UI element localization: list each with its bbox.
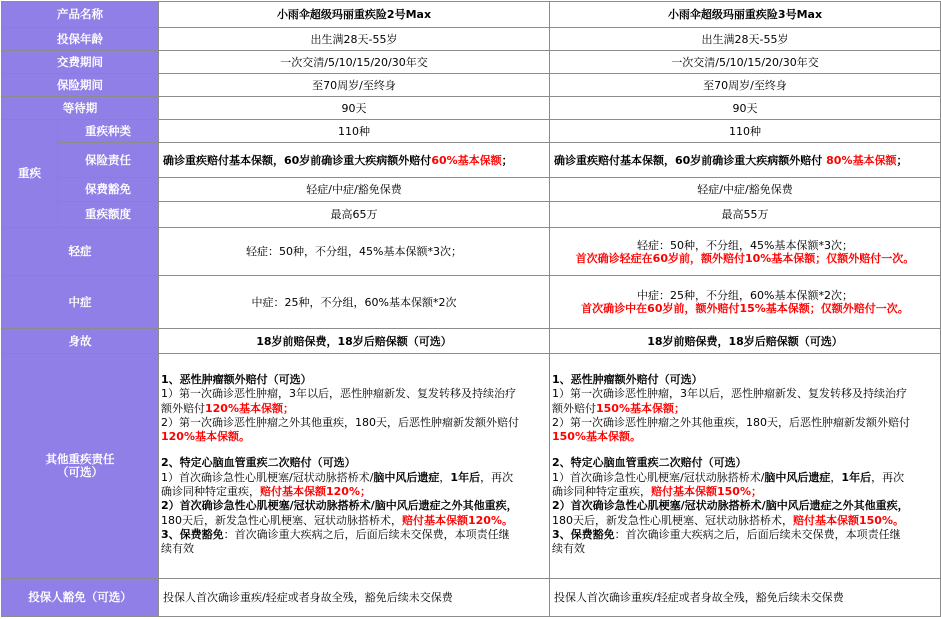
other-a-s1-l1: 1）第一次确诊恶性肿瘤，3年以后，恶性肿瘤新发、复发转移及持续治疗 (161, 387, 516, 401)
table-row (2, 202, 941, 228)
other-a-s2-title: 2、特定心脑血管重疾二次赔付（可选） (161, 456, 356, 470)
other-b-s3-text: ：首次确诊重大疾病之后，后面后续未交保费，本项责任继 (614, 527, 901, 541)
other-b-s2-title: 2、特定心脑血管重疾二次赔付（可选） (552, 456, 747, 470)
period-a: 至70周岁/至终身 (159, 74, 550, 97)
other-b-s2-l4-red: 赔付基本保额150%。 (793, 513, 904, 527)
other-b-s3-l2: 续有效 (552, 542, 585, 556)
critical-kinds-label: 重疾种类 (58, 120, 159, 143)
critical-duty-b (550, 143, 941, 178)
other-a-s2-l1-d: 1年后 (450, 470, 481, 484)
other-a-s3-title: 3、保费豁免 (161, 527, 224, 541)
other-a-s3-l2: 续有效 (161, 542, 194, 556)
other-a-s2-l1-e: ，再次 (480, 470, 514, 484)
critical-waiver-a: 轻症/中症/豁免保费 (159, 178, 550, 202)
other-b-s2-l1 (552, 471, 938, 485)
other-a-s1-l3: 2）第一次确诊恶性肿瘤之外其他重疾，180天，后恶性肿瘤新发额外赔付 (161, 415, 519, 429)
policyholder-a: 投保人首次确诊重疾/轻症或者身故全残，豁免后续未交保费 (159, 579, 550, 617)
other-a-s1-l2-pre: 额外赔付 (161, 401, 205, 415)
other-a-s3-text: ：首次确诊重大疾病之后，后面后续未交保费，本项责任继 (223, 527, 510, 541)
other-b-s2-l1-a: 1）首次确诊急性心肌梗塞/冠状动脉搭桥术/ (552, 470, 765, 484)
waiting-label: 等待期 (2, 97, 159, 120)
other-a-s3-l1 (161, 528, 547, 542)
payment-label: 交费期间 (2, 51, 159, 74)
other-a-s2-l1-a: 1）首次确诊急性心肌梗塞/冠状动脉搭桥术/ (161, 470, 374, 484)
duty-a-end: ； (501, 153, 513, 167)
other-b-s2-l2-red: 赔付基本保额150%； (651, 485, 762, 499)
other-b-s3-l1 (552, 528, 938, 542)
table-row (2, 51, 941, 74)
critical-duty-a (159, 143, 550, 178)
duty-b-highlight: 80%基本保额 (826, 153, 897, 167)
critical-amount-a: 最高65万 (159, 202, 550, 228)
mild-b-highlight: 首次确诊轻症在60岁前，额外赔付10%基本保额；仅额外赔付一次。 (575, 251, 915, 265)
other-a-s2-l4 (161, 514, 547, 528)
other-b-s2-l1-c: ， (830, 470, 842, 484)
other-b-s2-l2-pre: 确诊同种特定重疾， (552, 485, 651, 499)
other-a-s1-l4: 120%基本保额。 (161, 430, 250, 444)
other-a-s1-l2-red: 120%基本保额； (205, 401, 294, 415)
other-b-s2-l2 (552, 485, 938, 499)
other-b (550, 354, 941, 579)
table-row (2, 276, 941, 329)
other-b-s1-title: 1、恶性肿瘤额外赔付（可选） (552, 373, 703, 386)
mild-b-text: 轻症：50种，不分组，45%基本保额*3次； (637, 238, 853, 252)
other-b-s2-l3: 2）首次确诊急性心肌梗塞/冠状动脉搭桥术/脑中风后遗症之外其他重疾， (552, 499, 909, 513)
spacer (552, 444, 938, 456)
critical-kinds-b: 110种 (550, 120, 941, 143)
period-b: 至70周岁/至终身 (550, 74, 941, 97)
other-a-s2-l4-red: 赔付基本保额120%。 (402, 513, 513, 527)
duty-b-text: 确诊重疾赔付基本保额，60岁前确诊重大疾病额外赔付 (554, 153, 827, 167)
other-b-s1-l2 (552, 402, 938, 416)
other-b-s2-l1-b: 脑中风后遗症 (764, 470, 831, 484)
table-row (2, 329, 941, 354)
table-row (2, 228, 941, 276)
other-label (2, 354, 159, 579)
other-a-s2-l3: 2）首次确诊急性心肌梗塞/冠状动脉搭桥术/脑中风后遗症之外其他重疾， (161, 499, 518, 513)
other-b-s1-l4: 150%基本保额。 (552, 430, 641, 444)
product-b-name: 小雨伞超级玛丽重疾险3号Max (550, 2, 941, 28)
other-a-s1-title: 1、恶性肿瘤额外赔付（可选） (161, 373, 312, 386)
moderate-label: 中症 (2, 276, 159, 329)
other-b-s1-l2-red: 150%基本保额； (596, 401, 685, 415)
comparison-table (1, 1, 941, 617)
other-a-s2-l2-pre: 确诊同种特定重疾， (161, 485, 260, 499)
other-b-s2-l4-pre: 180天后，新发急性心肌梗塞、冠状动脉搭桥术， (552, 513, 793, 527)
other-a-s2-l4-pre: 180天后，新发急性心肌梗塞、冠状动脉搭桥术， (161, 513, 402, 527)
table-row (2, 2, 941, 28)
age-a: 出生满28天-55岁 (159, 28, 550, 51)
mild-b (550, 228, 941, 276)
spacer (161, 444, 547, 456)
table-row (2, 28, 941, 51)
other-a-s1-l2 (161, 402, 547, 416)
product-name-label: 产品名称 (2, 2, 159, 28)
table-row (2, 354, 941, 579)
age-label: 投保年龄 (2, 28, 159, 51)
death-a: 18岁前赔保费，18岁后赔保额（可选） (159, 329, 550, 354)
critical-group-label: 重疾 (2, 120, 58, 228)
policyholder-label: 投保人豁免（可选） (2, 579, 159, 617)
other-b-s1-l3: 2）第一次确诊恶性肿瘤之外其他重疾，180天，后恶性肿瘤新发额外赔付 (552, 415, 910, 429)
other-a-s2-l1-b: 脑中风后遗症 (373, 470, 440, 484)
other-b-s1-l1: 1）第一次确诊恶性肿瘤，3年以后，恶性肿瘤新发、复发转移及持续治疗 (552, 387, 907, 401)
table-row (2, 74, 941, 97)
table-row (2, 178, 941, 202)
other-a-s2-l2 (161, 485, 547, 499)
payment-a: 一次交清/5/10/15/20/30年交 (159, 51, 550, 74)
waiting-b: 90天 (550, 97, 941, 120)
critical-kinds-a: 110种 (159, 120, 550, 143)
duty-a-highlight: 60%基本保额 (431, 153, 502, 167)
table-row (2, 579, 941, 617)
other-b-s1-l2-pre: 额外赔付 (552, 401, 596, 415)
moderate-b (550, 276, 941, 329)
table-row (2, 120, 941, 143)
table-row (2, 143, 941, 178)
critical-duty-label: 保险责任 (58, 143, 159, 178)
waiting-a: 90天 (159, 97, 550, 120)
other-b-s2-l4 (552, 514, 938, 528)
other-b-s2-l1-e: ，再次 (871, 470, 905, 484)
other-label-line1: 其他重疾责任 (45, 452, 115, 466)
product-a-name: 小雨伞超级玛丽重疾险2号Max (159, 2, 550, 28)
moderate-b-text: 中症：25种，不分组，60%基本保额*2次； (637, 289, 853, 302)
other-label-line2: （可选） (57, 465, 103, 479)
period-label: 保险期间 (2, 74, 159, 97)
duty-a-text: 确诊重疾赔付基本保额，60岁前确诊重大疾病额外赔付 (163, 153, 432, 167)
mild-label: 轻症 (2, 228, 159, 276)
payment-b: 一次交清/5/10/15/20/30年交 (550, 51, 941, 74)
mild-a: 轻症：50种，不分组，45%基本保额*3次； (159, 228, 550, 276)
death-b: 18岁前赔保费，18岁后赔保额（可选） (550, 329, 941, 354)
critical-waiver-b: 轻症/中症/豁免保费 (550, 178, 941, 202)
age-b: 出生满28天-55岁 (550, 28, 941, 51)
duty-b-end: ； (896, 153, 908, 167)
table-row (2, 97, 941, 120)
moderate-b-highlight: 首次确诊中在60岁前，额外赔付15%基本保额；仅额外赔付一次。 (581, 302, 909, 315)
other-a-s2-l1-c: ， (439, 470, 451, 484)
death-label: 身故 (2, 329, 159, 354)
critical-waiver-label: 保费豁免 (58, 178, 159, 202)
critical-amount-label: 重疾额度 (58, 202, 159, 228)
policyholder-b: 投保人首次确诊重疾/轻症或者身故全残，豁免后续未交保费 (550, 579, 941, 617)
moderate-a: 中症：25种，不分组，60%基本保额*2次 (159, 276, 550, 329)
other-b-s3-title: 3、保费豁免 (552, 527, 615, 541)
other-a (159, 354, 550, 579)
critical-amount-b: 最高55万 (550, 202, 941, 228)
other-b-s2-l1-d: 1年后 (841, 470, 872, 484)
other-a-s2-l2-red: 赔付基本保额120%； (260, 485, 371, 499)
other-a-s2-l1 (161, 471, 547, 485)
